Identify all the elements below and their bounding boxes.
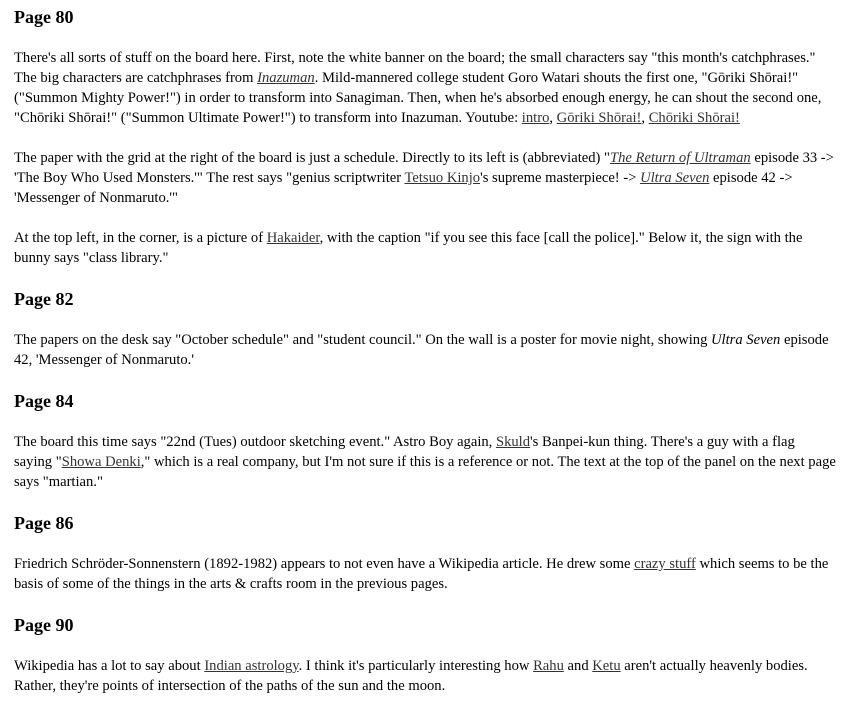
text-run: and (563, 658, 593, 674)
text-run: At the top left, in the corner, is a picture of (14, 230, 267, 246)
text-run: The board this time says "22nd (Tues) outdoor sketching event." Astro Boy again, (14, 434, 496, 450)
link-the-return-of-ultraman[interactable]: The Return of Ultraman (610, 150, 751, 166)
link-hakaider[interactable]: Hakaider (266, 230, 320, 246)
text-run: The paper with the grid at the right of the board is just a schedule. Directly to its left is (abbreviated) " (14, 150, 611, 166)
paragraph (14, 48, 836, 128)
paragraph (14, 148, 836, 208)
link-inazuman[interactable]: Inazuman (257, 70, 315, 86)
text-run: 's Banpei-kun thing. There's a guy with a flag saying " (14, 434, 795, 470)
text-run: There's all sorts of stuff on the board here. First, note the white banner on the board; the small characters say "this month's catchphrases." The big characters are catchphrases from (14, 50, 816, 86)
text-run: aren't actually heavenly bodies. Rather, they're points of intersection of the paths of the sun and the moon. (14, 658, 808, 694)
text-run: . I think it's particularly interesting how (298, 658, 534, 674)
text-run: ," which is a real company, but I'm not sure if this is a reference or not. The text at the top of the panel on the next page says "martian." (14, 454, 836, 490)
section-heading-page-80: Page 80 (14, 7, 74, 27)
text-run: episode 42 -> 'Messenger of Nonmaruto.'" (14, 170, 793, 206)
text-run: 's supreme masterpiece! -> (480, 170, 641, 186)
text-run: Friedrich Schröder-Sonnenstern (1892-1982) appears to not even have a Wikipedia article. He drew some (14, 556, 635, 572)
text-run: , with the caption "if you see this face [call the police]." Below it, the sign with the bunny says "class library." (14, 230, 803, 266)
text-run: , (641, 110, 649, 126)
section-heading-page-90: Page 90 (14, 615, 74, 635)
paragraph (14, 432, 836, 492)
link-rahu[interactable]: Rahu (533, 658, 564, 674)
paragraph (14, 656, 836, 696)
link-intro[interactable]: intro (521, 110, 550, 126)
link-goriki-shorai[interactable]: Gōriki Shōrai! (556, 110, 642, 126)
link-choriki-shorai[interactable]: Chōriki Shōrai! (648, 110, 740, 126)
paragraph (14, 330, 836, 370)
section-heading-page-82: Page 82 (14, 289, 74, 309)
link-tetsuo-kinjo[interactable]: Tetsuo Kinjo (404, 170, 481, 186)
link-crazy-stuff[interactable]: crazy stuff (634, 556, 696, 572)
link-showa-denki[interactable]: Showa Denki (61, 454, 141, 470)
link-ketu[interactable]: Ketu (592, 658, 621, 674)
italic-title: Ultra Seven (711, 332, 781, 348)
text-run: Wikipedia has a lot to say about (14, 658, 205, 674)
text-run: episode 33 -> 'The Boy Who Used Monsters.'" The rest says "genius scriptwriter (14, 150, 834, 186)
text-run: The papers on the desk say "October schedule" and "student council." On the wall is a poster for movie night, showing (14, 332, 712, 348)
text-run: episode 42, 'Messenger of Nonmaruto.' (14, 332, 829, 368)
text-run: , (549, 110, 557, 126)
text-run: . Mild-mannered college student Goro Watari shouts the first one, "Gōriki Shōrai!" ("Summon Mighty Power!") in order to transform into Sanagiman. Then, when he's absorbed enough energy, he can shout the second one, "Chōriki Shōrai!" ("Summon Ultimate Power!") to transform into Inazuman. Youtube: (14, 70, 822, 126)
section-heading-page-86: Page 86 (14, 513, 74, 533)
link-skuld[interactable]: Skuld (495, 434, 531, 450)
paragraph (14, 554, 836, 594)
link-indian-astrology[interactable]: Indian astrology (204, 658, 299, 674)
section-heading-page-84: Page 84 (14, 391, 74, 411)
text-run: which seems to be the basis of some of the things in the arts & crafts room in the previous pages. (14, 556, 829, 592)
link-ultra-seven[interactable]: Ultra Seven (640, 170, 710, 186)
paragraph (14, 228, 836, 268)
